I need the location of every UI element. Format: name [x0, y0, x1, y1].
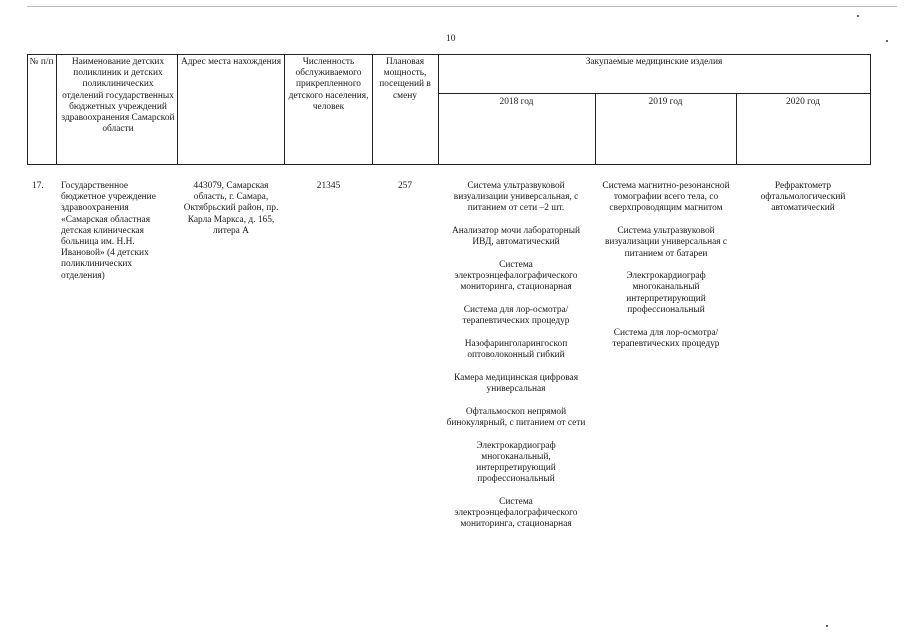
- device-item: Система электроэнцефалографического мониторинга, стационарная: [454, 497, 578, 530]
- population-count: 21345: [316, 181, 341, 191]
- device-item: Система для лор-осмотра/терапевтических процедур: [462, 305, 570, 327]
- device-item: Система электроэнцефалографического мониторинга, стационарная: [454, 260, 578, 293]
- device-item: Электрокардиограф многоканальный интерпретирующий профессиональный: [626, 271, 706, 315]
- institution-address: 443079, Самарская область, г. Самара, Октябрьский район, пр. Карла Маркса, д. 165, литера А: [183, 181, 279, 236]
- header-col-address: Адрес места нахождения: [180, 57, 282, 67]
- header-year-2020: 2020 год: [786, 97, 820, 107]
- page-number: 10: [446, 34, 456, 44]
- device-item: Электрокардиограф многоканальный, интерпретирующий профессиональный: [476, 440, 556, 485]
- device-item: Система для лор-осмотра/терапевтических процедур: [612, 327, 720, 349]
- device-item: Система ультразвуковой визуализации универсальная с питанием от батареи: [604, 226, 728, 259]
- header-year-2019: 2019 год: [648, 97, 683, 107]
- header-col-population: Численность обслуживаемого прикрепленного детского населения, человек: [288, 57, 369, 112]
- header-year-2018: 2018 год: [499, 97, 534, 107]
- planned-capacity: 257: [397, 181, 413, 191]
- device-item: Анализатор мочи лабораторный ИВД, автоматический: [451, 226, 581, 248]
- header-col-number: № п/п: [29, 57, 54, 67]
- header-col-name: Наименование детских поликлиник и детских поликлинических отделений государственных бюджетных учреждений здравоохранения Самарской области: [61, 57, 175, 135]
- institution-name: Государственное бюджетное учреждение здравоохранения «Самарская областная детская клиническая больница им. Н.Н. Ивановой» (4 детских поликлинических отделения): [61, 181, 156, 281]
- devices-2019-list: [598, 181, 734, 361]
- device-item: Офтальмоскоп непрямой бинокулярный, с питанием от сети: [446, 406, 586, 429]
- device-item: Камера медицинская цифровая универсальная: [453, 372, 579, 395]
- device-item: Система магнитно-резонансной томографии всего тела, со сверхпроводящим магнитом: [602, 181, 730, 214]
- header-col-devices: Закупаемые медицинские изделия: [585, 57, 723, 67]
- scan-speck: [857, 15, 859, 17]
- devices-2018-list: [443, 181, 589, 542]
- header-col-capacity: Плановая мощность, посещений в смену: [379, 57, 431, 101]
- scan-top-edge: [27, 6, 897, 7]
- device-item: Назофаринголарингоскоп оптоволоконный гибкий: [464, 339, 568, 361]
- scan-speck: [826, 625, 828, 627]
- devices-2020-list: [742, 181, 864, 226]
- row-number: 17.: [32, 181, 44, 191]
- device-item: Рефрактометр офтальмологический автоматический: [760, 181, 846, 214]
- scan-speck: [886, 40, 888, 42]
- device-item: Система ультразвуковой визуализации универсальная, с питанием от сети –2 шт.: [453, 181, 579, 214]
